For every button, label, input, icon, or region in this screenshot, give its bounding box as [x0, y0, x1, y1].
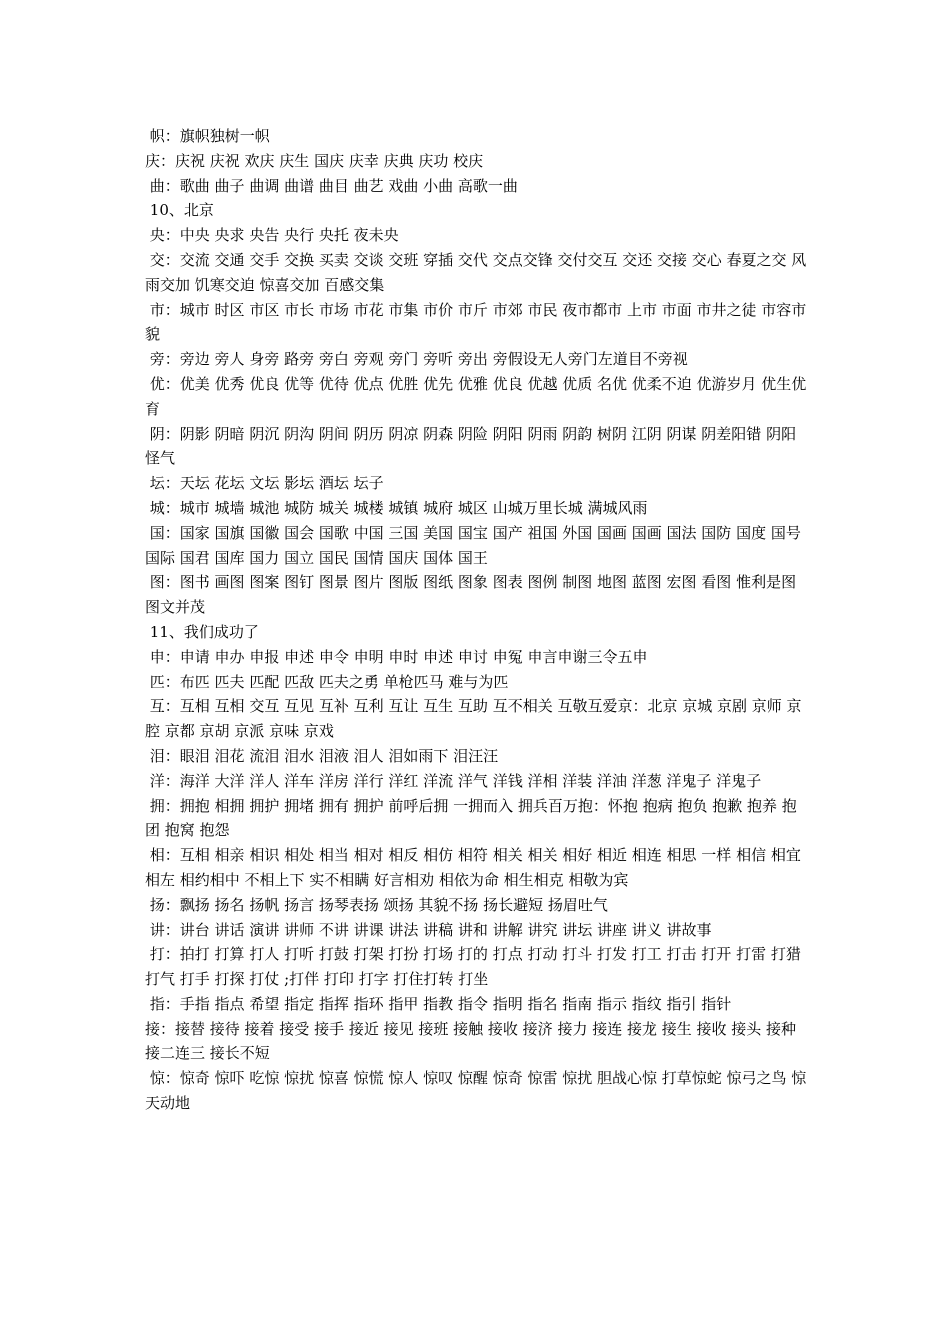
paragraph-zhi-finger: 指：手指 指点 希望 指定 指挥 指环 指甲 指教 指令 指明 指名 指南 指示 指纹 指引 指针	[145, 994, 732, 1013]
paragraph-shi: 市：城市 时区 市区 市长 市场 市花 市集 市价 市斤 市郊 市民 夜市都市 上市 市面 市井之徒 市容市貌	[145, 300, 807, 344]
paragraph-yong: 拥：拥抱 相拥 拥护 拥堵 拥有 拥护 前呼后拥 一拥而入 拥兵百万抱：怀抱 抱病 抱负 抱歉 抱养 抱团 抱窝 抱怨	[145, 796, 797, 840]
paragraph-you: 优：优美 优秀 优良 优等 优待 优点 优胜 优先 优雅 优良 优越 优质 名优 优柔不迫 优游岁月 优生优育	[145, 374, 807, 418]
paragraph-da: 打：拍打 打算 打人 打听 打鼓 打架 打扮 打场 打的 打点 打动 打斗 打发 打工 打击 打开 打雷 打猎 打气 打手 打探 打仗 ;打伴 打印 打字 打住打转 打坐	[145, 945, 806, 989]
paragraph-guo: 国：国家 国旗 国徽 国会 国歌 中国 三国 美国 国宝 国产 祖国 外国 国画 国画 国法 国防 国度 国号 国际 国君 国库 国力 国立 国民 国情 国庆 国体 国王	[145, 523, 806, 567]
section-heading-11: 11、我们成功了	[145, 622, 259, 641]
paragraph-yang-raise: 扬：飘扬 扬名 扬帆 扬言 扬琴表扬 颂扬 其貌不扬 扬长避短 扬眉吐气	[145, 895, 608, 914]
paragraph-yang-center: 央：中央 央求 央告 央行 央托 夜未央	[145, 226, 399, 245]
section-heading-10: 10、北京	[145, 201, 214, 220]
paragraph-hu: 互：互相 互相 交互 互见 互补 互利 互让 互生 互助 互不相关 互敬互爱京：北京 京城 京剧 京师 京腔 京都 京胡 京派 京味 京戏	[145, 697, 802, 741]
paragraph-jiao: 交：交流 交通 交手 交换 买卖 交谈 交班 穿插 交代 交点交锋 交付交互 交还 交接 交心 春夏之交 风雨交加 饥寒交迫 惊喜交加 百感交集	[145, 250, 807, 294]
paragraph-lei: 泪：眼泪 泪花 流泪 泪水 泪液 泪人 泪如雨下 泪汪汪	[145, 746, 499, 765]
paragraph-pi: 匹：布匹 匹夫 匹配 匹敌 匹夫之勇 单枪匹马 难与为匹	[145, 672, 509, 691]
paragraph-cheng: 城：城市 城墙 城池 城防 城关 城楼 城镇 城府 城区 山城万里长城 满城风雨	[145, 498, 648, 517]
paragraph-jie: 接：接替 接待 接着 接受 接手 接近 接见 接班 接触 接收 接济 接力 接连 接龙 接生 接收 接头 接种 接二连三 接长不短	[145, 1019, 801, 1063]
paragraph-tu: 图：图书 画图 图案 图钉 图景 图片 图版 图纸 图象 图表 图例 制图 地图 蓝图 宏图 看图 惟利是图 图文并茂	[145, 573, 801, 617]
paragraph-yin: 阴：阴影 阴暗 阴沉 阴沟 阴间 阴历 阴凉 阴森 阴险 阴阳 阴雨 阴韵 树阴 江阴 阴谋 阴差阳错 阴阳怪气	[145, 424, 797, 468]
paragraph-pang: 旁：旁边 旁人 身旁 路旁 旁白 旁观 旁门 旁听 旁出 旁假设无人旁门左道目不旁视	[145, 350, 688, 369]
paragraph-jiang: 讲：讲台 讲话 演讲 讲师 不讲 讲课 讲法 讲稿 讲和 讲解 讲究 讲坛 讲座 讲义 讲故事	[145, 920, 712, 939]
document-body	[145, 124, 807, 1116]
paragraph-qu: 曲：歌曲 曲子 曲调 曲谱 曲目 曲艺 戏曲 小曲 高歌一曲	[145, 176, 518, 195]
paragraph-jing: 惊：惊奇 惊吓 吃惊 惊扰 惊喜 惊慌 惊人 惊叹 惊醒 惊奇 惊雷 惊扰 胆战心惊 打草惊蛇 惊弓之鸟 惊天动地	[145, 1069, 807, 1113]
paragraph-yang-ocean: 洋：海洋 大洋 洋人 洋车 洋房 洋行 洋红 洋流 洋气 洋钱 洋相 洋装 洋油 洋葱 洋鬼子 洋鬼子	[145, 771, 762, 790]
paragraph-tan: 坛：天坛 花坛 文坛 影坛 酒坛 坛子	[145, 474, 384, 493]
paragraph-shen: 申：申请 申办 申报 申述 申令 申明 申时 申述 申讨 申冤 申言申谢三令五申	[145, 647, 648, 666]
paragraph-xiang: 相：互相 相亲 相识 相处 相当 相对 相反 相仿 相符 相关 相关 相好 相近 相连 相思 一样 相信 相宜 相左 相约相中 不相上下 实不相瞒 好言相劝 相依为命 相生相克 相敬为宾	[145, 846, 806, 889]
paragraph-zhi: 帜：旗帜独树一帜	[145, 127, 270, 145]
paragraph-qing: 庆：庆祝 庆祝 欢庆 庆生 国庆 庆幸 庆典 庆功 校庆	[145, 151, 484, 170]
